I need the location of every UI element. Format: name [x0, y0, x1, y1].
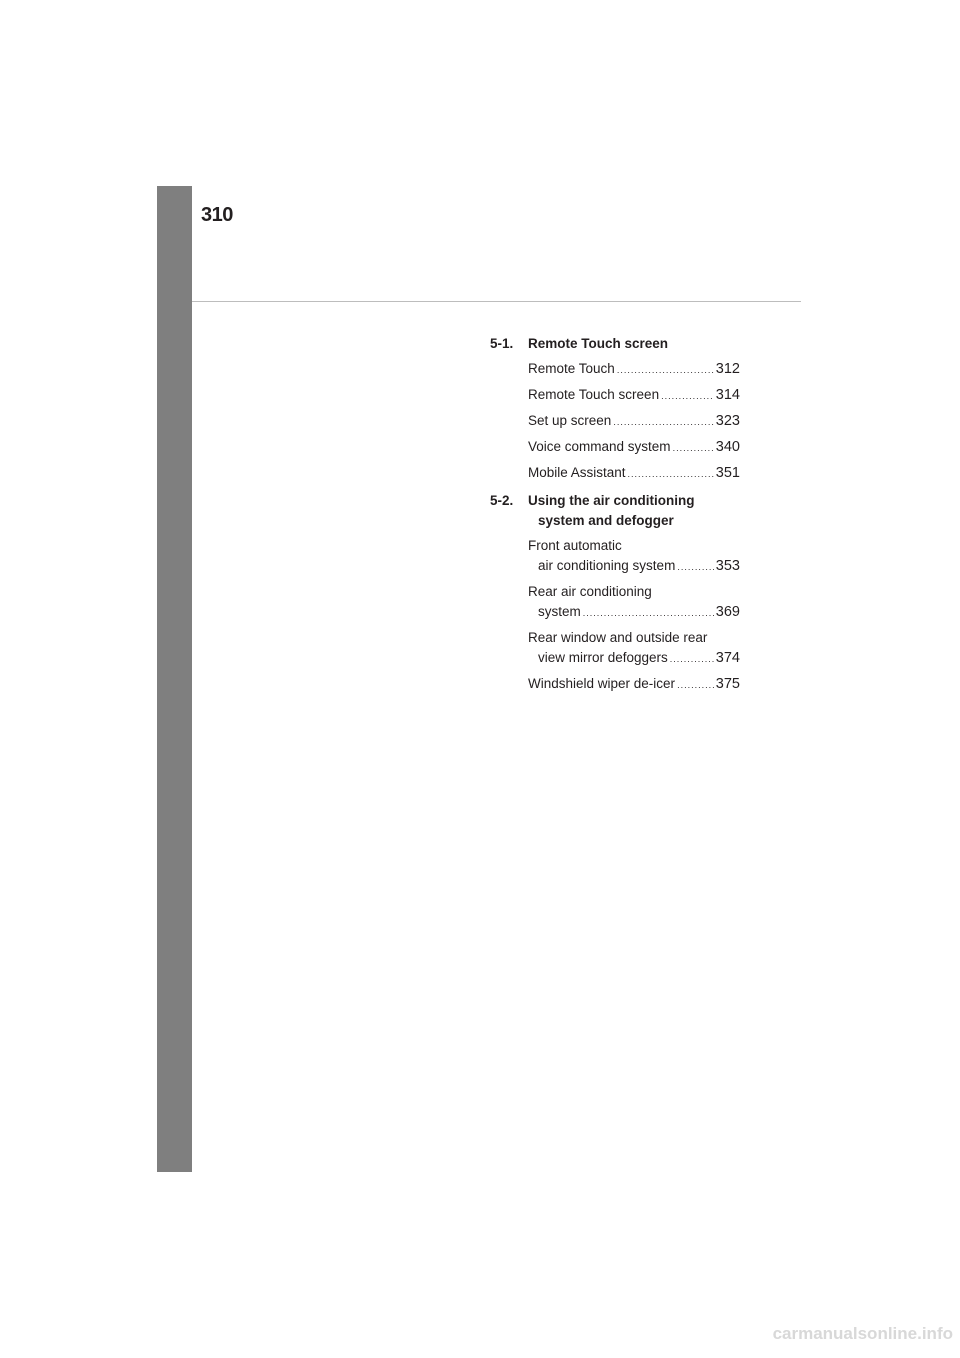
section-title-line: system and defogger [538, 513, 674, 528]
entry-title: air conditioning system [538, 558, 676, 573]
entry-page: 340 [715, 439, 740, 455]
entry-title: system [538, 604, 581, 619]
entry-title: view mirror defoggers [538, 650, 668, 665]
toc-section-5-1 [490, 334, 740, 484]
footer-watermark: carmanualsonline.info [772, 1324, 953, 1343]
section-number: 5-1. [490, 336, 514, 351]
section-title-line: Remote Touch screen [528, 336, 669, 351]
section-title-line: Using the air conditioning [528, 493, 695, 508]
page-number: 310 [201, 204, 233, 226]
section-number: 5-2. [490, 493, 514, 508]
toc-entry[interactable] [528, 674, 740, 695]
header-divider [192, 301, 801, 302]
entry-title: Rear window and outside rear [528, 630, 708, 645]
entry-title: Rear air conditioning [528, 584, 652, 599]
entry-title: Set up screen [528, 413, 612, 428]
toc-entry[interactable] [528, 582, 740, 623]
entry-title: Remote Touch [528, 361, 615, 376]
entry-title: Voice command system [528, 439, 671, 454]
toc-entry[interactable] [528, 411, 740, 432]
entry-page: 374 [715, 650, 740, 666]
entry-page: 314 [715, 387, 740, 403]
entry-page: 369 [715, 604, 740, 620]
toc-entry[interactable] [528, 385, 740, 406]
section-heading [490, 491, 740, 531]
entry-title: Front automatic [528, 538, 622, 553]
entry-page: 312 [715, 361, 740, 377]
toc-entry[interactable] [528, 628, 740, 669]
entry-page: 375 [715, 676, 740, 692]
section-heading [490, 334, 740, 354]
table-of-contents [490, 334, 740, 702]
chapter-side-bar [157, 186, 192, 1172]
entry-page: 323 [715, 413, 740, 429]
entry-title: Remote Touch screen [528, 387, 660, 402]
section-title [528, 491, 740, 531]
section-title [528, 334, 740, 354]
entry-page: 353 [715, 558, 740, 574]
toc-section-5-2 [490, 491, 740, 695]
entry-page: 351 [715, 465, 740, 481]
entry-title: Windshield wiper de-icer [528, 676, 676, 691]
toc-entry[interactable] [528, 463, 740, 484]
entry-title: Mobile Assistant [528, 465, 626, 480]
toc-entry[interactable] [528, 437, 740, 458]
toc-entry[interactable] [528, 359, 740, 380]
toc-entry[interactable] [528, 536, 740, 577]
